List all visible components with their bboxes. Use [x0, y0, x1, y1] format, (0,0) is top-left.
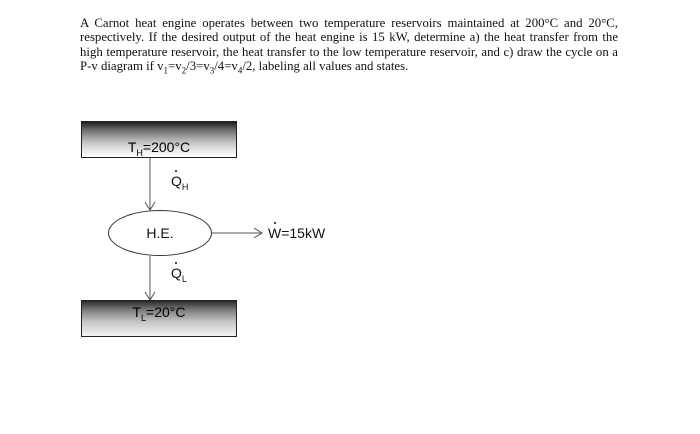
- heat-in-arrowhead: [145, 202, 155, 210]
- cold-reservoir-label: $T_L=20^\circ C$: [132, 304, 186, 323]
- hot-reservoir: [81, 121, 237, 158]
- hot-reservoir-label: $T_H=200^\circ C$: [127, 139, 191, 158]
- v1-subscript: 1: [163, 65, 169, 76]
- problem-statement: [80, 16, 618, 74]
- cold-reservoir: [81, 300, 237, 337]
- heat-engine: [108, 210, 212, 256]
- engine-label: H.E.: [146, 225, 174, 241]
- v3-subscript: 3: [209, 65, 215, 76]
- problem-text-main: A Carnot heat engine operates between two temperature reservoirs maintained at 200°C and 20°C, respectively. If the desired output of the heat engine is 15 kW, determine a) the heat transfer from the high temperature reservoir, the heat transfer to the low temperature reservoir, and c) draw the cycle on a P-v diagram if v: [80, 16, 618, 74]
- eq-part-1: =v: [168, 59, 182, 74]
- work-arrowhead: [254, 228, 262, 238]
- heat-out-arrowhead: [145, 292, 155, 300]
- v4-subscript: 4: [237, 65, 243, 76]
- v2-subscript: 2: [181, 65, 187, 76]
- heat-in-label: $Q_H$: [171, 173, 189, 192]
- eq-part-3: /4=v: [214, 59, 238, 74]
- eq-part-2: /3=v: [186, 59, 210, 74]
- work-output-label: W=15kW: [268, 225, 326, 241]
- problem-text-end: /2, labeling all values and states.: [242, 59, 409, 74]
- heat-out-label: $Q_L$: [171, 265, 187, 284]
